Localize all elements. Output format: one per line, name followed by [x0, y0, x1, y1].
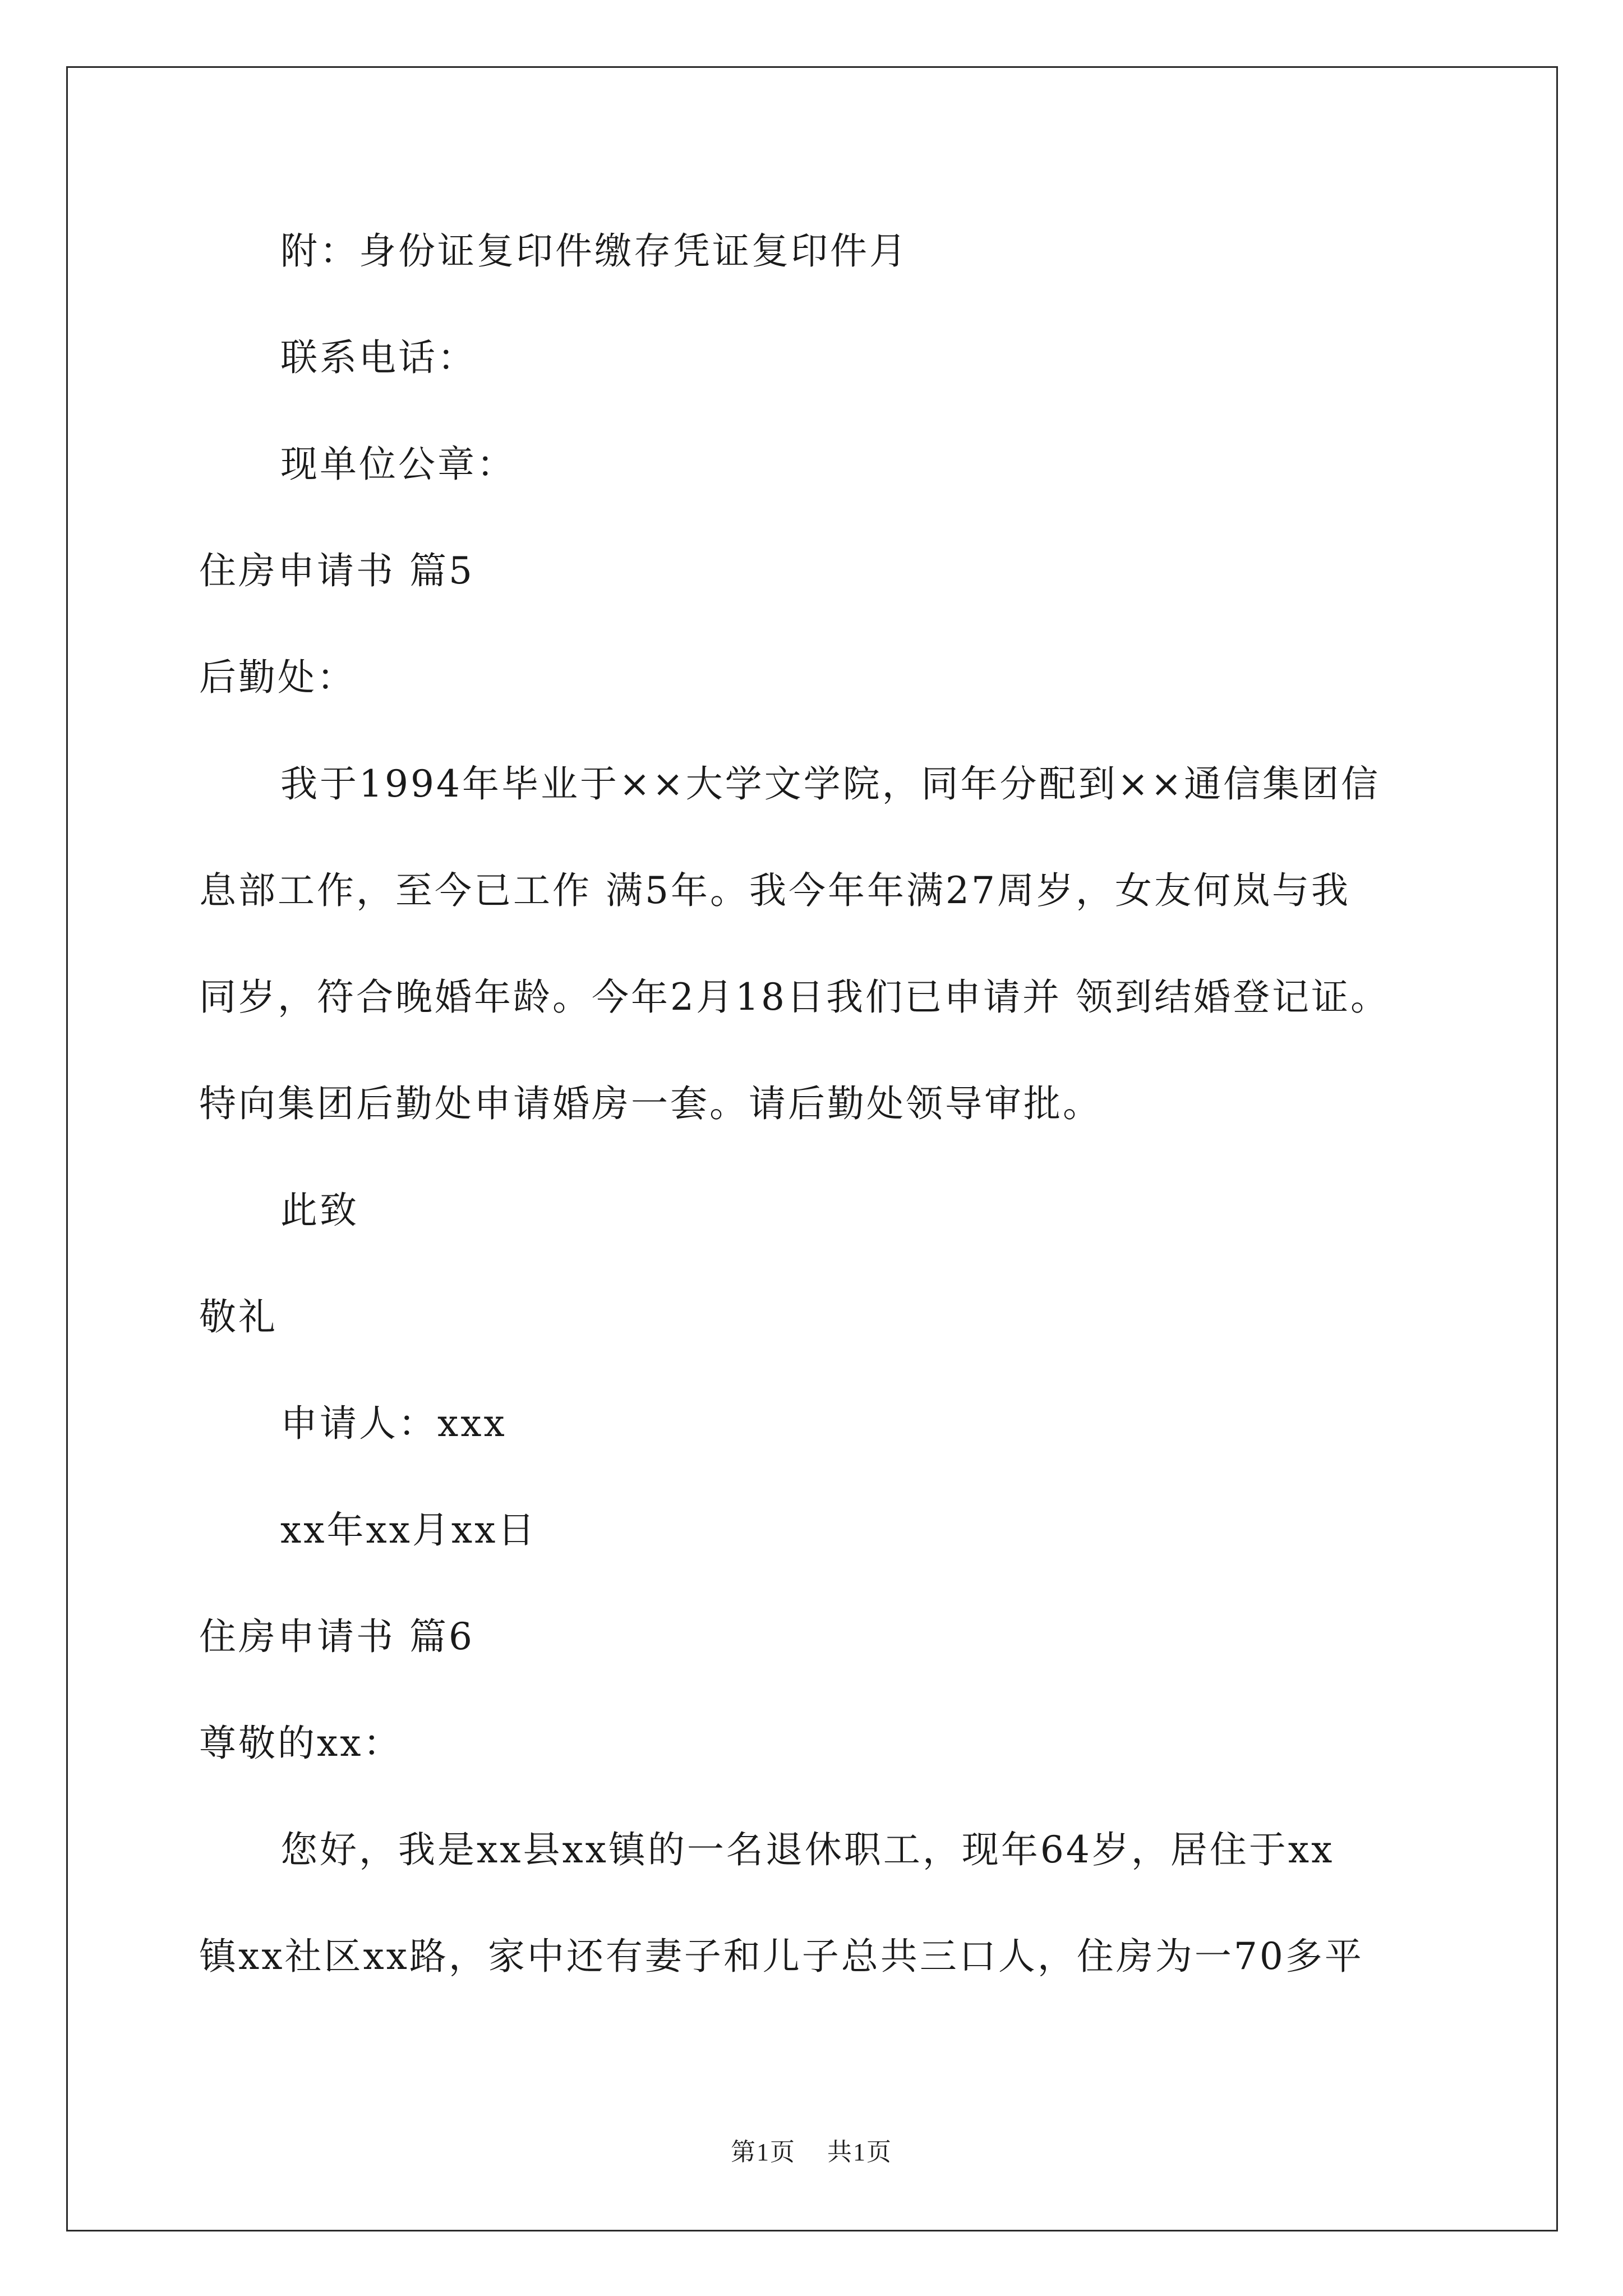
page-footer	[0, 2132, 1623, 2168]
body-paragraph-line: 您好，我是xx县xx镇的一名退休职工，现年64岁，居住于xx	[280, 1828, 1335, 1871]
body-paragraph-line: 镇xx社区xx路，家中还有妻子和儿子总共三口人，住房为一70多平	[199, 1935, 1364, 1978]
body-paragraph-line: 同岁，符合晚婚年龄。今年2月18日我们已申请并 领到结婚登记证。	[199, 976, 1390, 1019]
page-total: 共1页	[827, 2138, 892, 2166]
section-heading-6: 住房申请书 篇6	[199, 1615, 474, 1658]
body-paragraph-line: 特向集团后勤处申请婚房一套。请后勤处领导审批。	[199, 1082, 1102, 1125]
closing-cizhi: 此致	[280, 1189, 359, 1232]
applicant-signature: 申请人：xxx	[280, 1402, 507, 1445]
section-heading-5: 住房申请书 篇5	[199, 549, 474, 592]
contact-phone-line: 联系电话：	[280, 336, 477, 379]
page-number: 第1页	[731, 2138, 796, 2166]
unit-seal-line: 现单位公章：	[280, 443, 516, 486]
attachment-line: 附：身份证复印件缴存凭证复印件月	[280, 229, 909, 273]
body-paragraph-line: 我于1994年毕业于××大学文学院，同年分配到××通信集团信	[280, 762, 1381, 806]
body-paragraph-line: 息部工作，至今已工作 满5年。我今年年满27周岁，女友何岚与我	[199, 869, 1350, 912]
salutation-respected: 尊敬的xx：	[199, 1722, 403, 1765]
closing-jingli: 敬礼	[199, 1295, 278, 1338]
salutation-logistics: 后勤处：	[199, 656, 356, 699]
date-line: xx年xx月xx日	[280, 1508, 537, 1552]
